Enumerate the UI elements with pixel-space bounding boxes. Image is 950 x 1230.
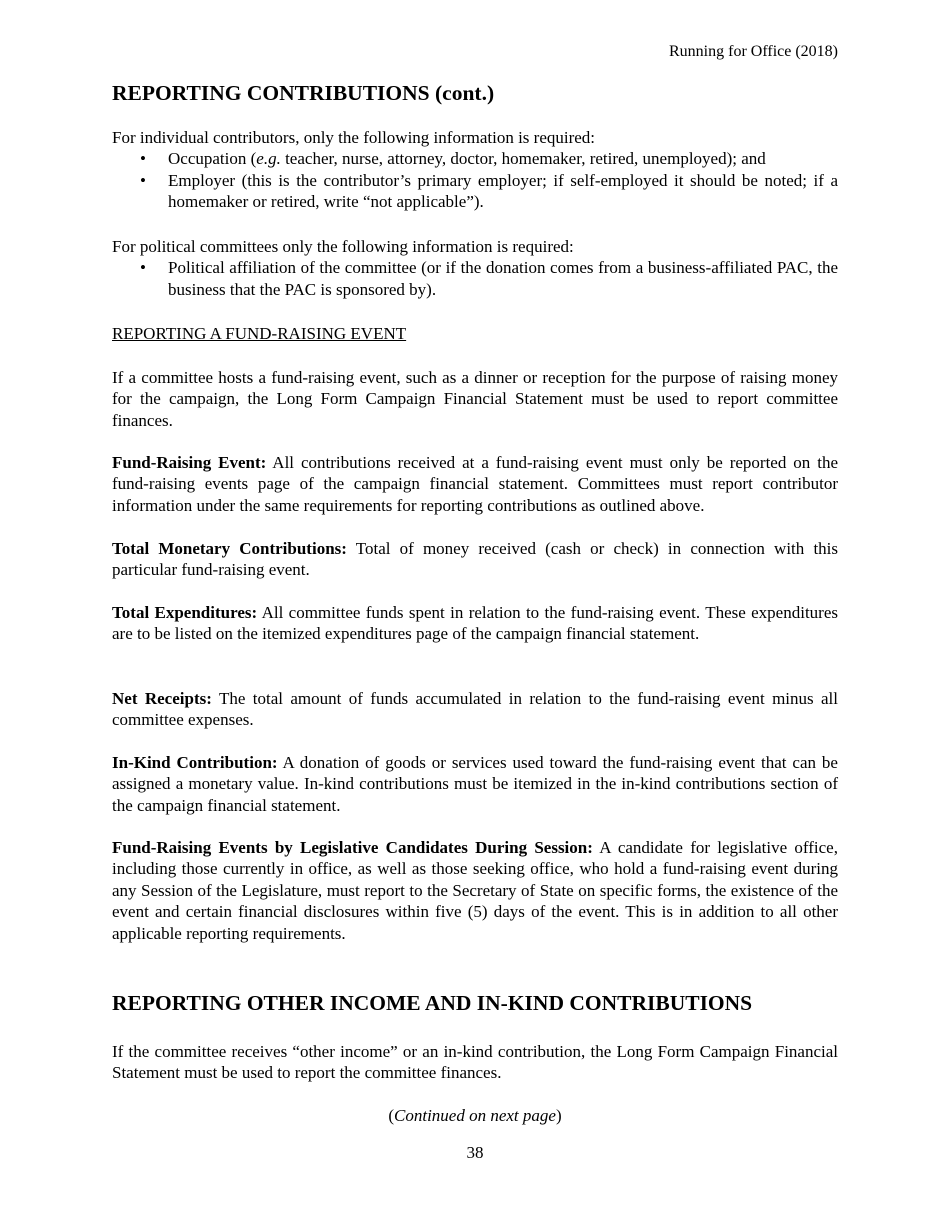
committee-intro: For political committees only the following information is required: <box>112 237 574 256</box>
definition-legislative-session-events: Fund-Raising Events by Legislative Candidates During Session: A candidate for legislative office, including those currently in office, as well as those seeking office, who hold a fund-raising event during any Session of the Legislature, must report to the Secretary of State on specific forms, the existence of the event and certain financial disclosures within five (5) days of the event. This is in addition to all other applicable reporting requirements. <box>112 838 838 943</box>
definition-in-kind-contribution: In-Kind Contribution: A donation of goods or services used toward the fund-raising event that can be assigned a monetary value. In-kind contributions must be itemized in the in-kind contributions section of the campaign financial statement. <box>112 753 838 815</box>
continued-note: (Continued on next page) <box>388 1106 562 1125</box>
bullet-icon: • <box>140 170 146 190</box>
committee-list <box>112 257 838 300</box>
other-income-text: If the committee receives “other income” or an in-kind contribution, the Long Form Campaign Financial Statement must be used to report the committee finances. <box>112 1042 838 1083</box>
page-number: 38 <box>466 1143 484 1162</box>
definition-total-monetary-contributions: Total Monetary Contributions: Total of money received (cash or check) in connection with this particular fund-raising event. <box>112 539 839 580</box>
committee-block <box>112 236 838 300</box>
fundraising-subhead: REPORTING A FUND-RAISING EVENT <box>112 324 407 343</box>
bullet-icon: • <box>140 258 146 278</box>
list-item: • Occupation (e.g. teacher, nurse, attorney, doctor, homemaker, retired, unemployed); and <box>140 149 766 169</box>
section-title-other-income: REPORTING OTHER INCOME AND IN-KIND CONTRIBUTIONS <box>112 991 753 1015</box>
definition-net-receipts: Net Receipts: The total amount of funds accumulated in relation to the fund-raising event minus all committee expenses. <box>112 689 839 730</box>
list-item: • Employer (this is the contributor’s primary employer; if self-employed it should be noted; if a homemaker or retired, write “not applicable”). <box>140 170 838 212</box>
list-item: • Political affiliation of the committee (or if the donation comes from a business-affiliated PAC, the business that the PAC is sponsored by). <box>140 258 838 299</box>
individual-intro: For individual contributors, only the following information is required: <box>112 128 596 147</box>
running-header: Running for Office (2018) <box>669 43 838 60</box>
individual-contributors-block <box>112 127 838 213</box>
definition-fund-raising-event: Fund-Raising Event: All contributions received at a fund-raising event must only be reported on the fund-raising events page of the campaign financial statement. Committees must report contributor information under the same requirements for reporting contributions as outlined above. <box>112 453 838 515</box>
definition-total-expenditures: Total Expenditures: All committee funds spent in relation to the fund-raising event. These expenditures are to be listed on the itemized expenditures page of the campaign financial statement. <box>112 603 839 644</box>
section-title-reporting-contributions: REPORTING CONTRIBUTIONS (cont.) <box>112 81 495 105</box>
fundraising-intro: If a committee hosts a fund-raising event, such as a dinner or reception for the purpose of raising money for the campaign, the Long Form Campaign Financial Statement must be used to report committee finances. <box>112 368 838 430</box>
bullet-icon: • <box>140 149 146 169</box>
individual-list <box>112 148 838 212</box>
